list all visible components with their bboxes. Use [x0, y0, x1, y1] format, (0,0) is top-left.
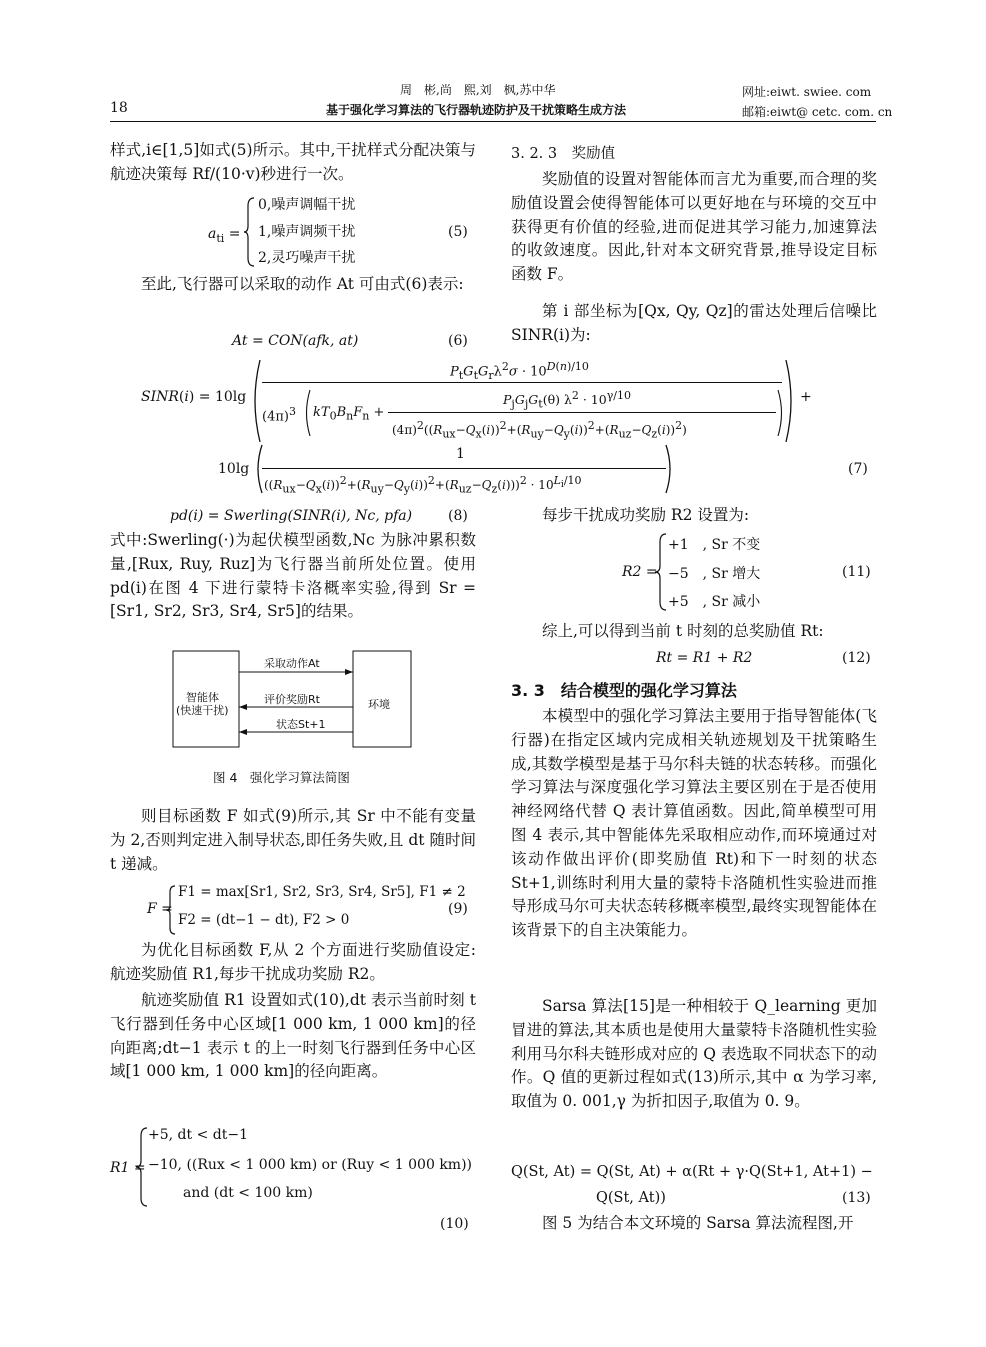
eq5-brace	[244, 196, 256, 268]
eq7-num-1: $P_tG_tG_r\lambda^2\sigma \cdot 10^{D(n)/10}$	[450, 360, 589, 382]
right-p2: 第 i 部坐标为[Qx, Qy, Qz]的雷达处理后信噪比 SINR(i)为:	[511, 302, 877, 344]
eq11-lhs: R2 =	[622, 564, 658, 580]
eq10-lhs: R1 =	[110, 1160, 146, 1176]
eq7-number: (7)	[848, 461, 868, 477]
eq13-line-2: Q(St, At))	[596, 1190, 666, 1206]
eq9-case-0: F1 = max[Sr1, Sr2, Sr3, Sr4, Sr5], F1 ≠ 2	[178, 884, 466, 900]
eq12: Rt = R1 + R2	[656, 650, 753, 666]
header-title: 基于强化学习算法的飞行器轨迹防护及干扰策略生成方法	[326, 103, 627, 117]
eq5-case-0: 0,噪声调幅干扰	[258, 197, 356, 213]
eq7-fracline-1	[262, 382, 782, 383]
eq5-case-1: 1,噪声调频干扰	[258, 224, 356, 240]
eq11-case-0: +1 , Sr 不变	[668, 537, 761, 553]
eq10-number: (10)	[440, 1216, 469, 1232]
eq7-paren-left-2	[252, 443, 264, 495]
left-p5: 为优化目标函数 F,从 2 个方面进行奖励值设定:航迹奖励值 R1,每步干扰成功奖励 R2。	[110, 941, 476, 983]
eq11-case-2: +5 , Sr 减小	[668, 594, 761, 610]
left-p3: 式中:Swerling(·)为起伏模型函数,Nc 为脉冲累积数量,[Rux, Ruy, Ruz]为飞行器当前所处位置。使用 pd(i)在图 4 下进行蒙特卡洛概率实验,得到 Sr = [Sr1, Sr2, Sr3, Sr4, Sr5]的结果。	[110, 531, 476, 621]
sub-heading-3-2-3: 3. 2. 3 奖励值	[511, 146, 616, 162]
eq9-case-1: F2 = (dt−1 − dt), F2 > 0	[178, 912, 350, 928]
page-number: 18	[110, 100, 128, 116]
fig4-arrow-action: 采取动作At	[264, 657, 320, 670]
eq11-number: (11)	[842, 564, 871, 580]
eq7-paren-right-2	[664, 443, 676, 495]
section-heading-3-3: 3. 3 结合模型的强化学习算法	[511, 681, 737, 700]
eq7-sinr: SINR(i) = 10lg	[141, 389, 247, 405]
eq7-lg2: 10lg	[218, 461, 250, 477]
eq7-num-2: $P_jG_jG_t(\theta) \lambda^2 \cdot 10^{\gamma/10}$	[503, 389, 631, 411]
right-p1: 奖励值的设置对智能体而言尤为重要,而合理的奖励值设置会使得智能体可以更好地在与环境的交互中获得更有价值的经验,进而促进其学习能力,加速算法的收敛速度。因此,针对本文研究背景,推导设定目标函数 F。	[511, 170, 877, 284]
eq11-case-1: −5 , Sr 增大	[668, 566, 761, 582]
eq10-brace	[136, 1126, 148, 1208]
eq6-number: (6)	[448, 333, 468, 349]
fig4-arrow-state: 状态St+1	[276, 718, 326, 731]
eq9-number: (9)	[448, 901, 468, 917]
eq11-brace	[655, 532, 667, 612]
eq7-paren-inner	[302, 388, 312, 438]
fig4-agent-label-1: 智能体	[186, 691, 219, 704]
eq7-fracline-2	[388, 412, 776, 413]
header-website: 网址:eiwt. swiee. com	[742, 85, 872, 99]
left-p2: 至此,飞行器可以采取的动作 At 可由式(6)表示:	[141, 275, 464, 293]
fig4-agent-label-2: (快速干扰)	[176, 704, 229, 717]
eq7-den-1a: $(4\pi)^3$	[262, 405, 296, 425]
eq7-paren-right-1	[784, 358, 798, 444]
header-rule	[110, 121, 876, 122]
eq10-case-2: and (dt < 100 km)	[183, 1185, 313, 1201]
eq7-den-3: $((R_{ux}-Q_x(i))^2+(R_{uy}-Q_y(i))^2+(R_{uz}-Q_z(i)))^2 \cdot 10^{L_i/10}$	[264, 474, 582, 496]
eq7-fracline-3	[262, 468, 666, 469]
right-p7: 图 5 为结合本文环境的 Sarsa 算法流程图,开	[542, 1214, 854, 1232]
right-p3: 每步干扰成功奖励 R2 设置为:	[542, 506, 750, 524]
eq6: At = CON(afk, at)	[232, 333, 359, 349]
eq10-case-1: −10, ((Rux < 1 000 km) or (Ruy < 1 000 km))	[148, 1157, 472, 1173]
eq13-number: (13)	[842, 1190, 871, 1206]
header-email: 邮箱:eiwt@ cetc. com. cn	[742, 105, 893, 119]
left-p1: 样式,i∈[1,5]如式(5)所示。其中,干扰样式分配决策与航迹决策每 Rf/(10·v)秒进行一次。	[110, 141, 476, 183]
eq8: pd(i) = Swerling(SINR(i), Nc, pfa)	[170, 508, 413, 524]
eq5-number: (5)	[448, 224, 468, 240]
eq7-den-1b: $kT_0B_nF_n$ +	[313, 405, 385, 423]
eq8-number: (8)	[448, 508, 468, 524]
eq5-case-2: 2,灵巧噪声干扰	[258, 250, 356, 266]
fig4-caption: 图 4 强化学习算法简图	[213, 770, 350, 785]
left-p4: 则目标函数 F 如式(9)所示,其 Sr 中不能有变量为 2,否则判定进入制导状态,即任务失败,且 dt 随时间 t 递减。	[110, 807, 476, 873]
header-authors: 周 彬,尚 熙,刘 枫,苏中华	[400, 83, 556, 97]
eq13-line-1: Q(St, At) = Q(St, At) + α(Rt + γ·Q(St+1, At+1) −	[511, 1164, 873, 1180]
right-p4: 综上,可以得到当前 t 时刻的总奖励值 Rt:	[542, 622, 824, 640]
eq9-brace	[166, 884, 176, 936]
eq7-den-2: $(4\pi)^2((R_{ux}-Q_x(i))^2+(R_{uy}-Q_y(i))^2+(R_{uz}-Q_z(i))^2)$	[392, 419, 687, 441]
eq9-lhs: F =	[147, 901, 173, 917]
eq7-num-3: 1	[456, 446, 465, 462]
fig4-arrow-reward: 评价奖励Rt	[264, 693, 320, 706]
right-p5: 本模型中的强化学习算法主要用于指导智能体(飞行器)在指定区域内完成相关轨迹规划及干扰策略生成,其数学模型是基于马尔科夫链的状态转移。而强化学习算法与深度强化学习算法主要区别在于是否使用神经网络代替 Q 表计算值函数。因此,简单模型可用图 4 表示,其中智能体先采取相应动作,而环境通过对该动作做出评价(即奖励值 Rt)和下一时刻的状态 St+1,训练时利用大量的蒙特卡洛随机性实验进而推导形成马尔可夫状态转移概率模型,最终实现智能体在该背景下的自主决策能力。	[511, 707, 877, 940]
eq7-paren-left-1	[248, 358, 262, 444]
eq7-plus: +	[800, 389, 812, 405]
eq12-number: (12)	[842, 650, 871, 666]
left-p6: 航迹奖励值 R1 设置如式(10),dt 表示当前时刻 t 飞行器到任务中心区域[1 000 km, 1 000 km]的径向距离;dt−1 表示 t 的上一时刻飞行器到任务中心区域[1 000 km, 1 000 km]的径向距离。	[110, 991, 476, 1081]
eq10-case-0: +5, dt < dt−1	[148, 1127, 248, 1143]
fig4-env-label: 环境	[368, 698, 390, 711]
right-p6: Sarsa 算法[15]是一种相较于 Q_learning 更加冒进的算法,其本质也是使用大量蒙特卡洛随机性实验利用马尔科夫链形成对应的 Q 表选取不同状态下的动作。Q 值的更新过程如式(13)所示,其中 α 为学习率,取值为 0. 001,γ 为折扣因子,取值为 0. 9。	[511, 997, 877, 1111]
eq5-lhs: $a_{ti}$ =	[208, 226, 241, 245]
